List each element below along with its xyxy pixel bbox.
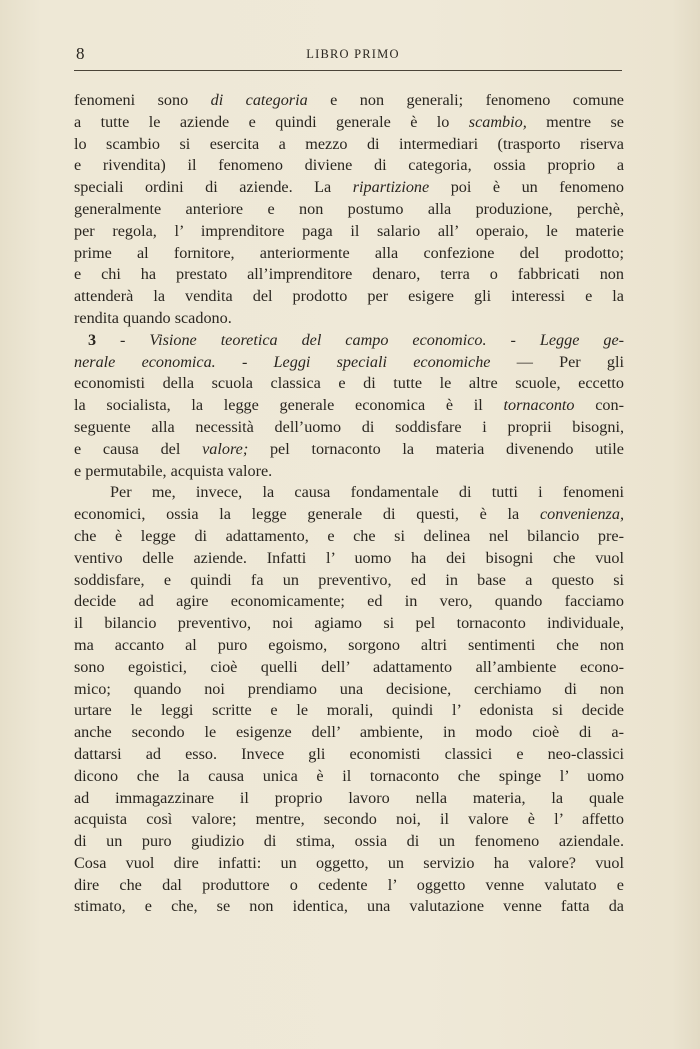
text-span: che è legge di adattamento, e che si delinea nel bilancio pre- bbox=[74, 526, 624, 545]
text-line bbox=[74, 90, 624, 112]
section-number: 3 bbox=[88, 330, 97, 349]
text-line bbox=[74, 395, 624, 417]
text-span: e permutabile, acquista valore. bbox=[74, 461, 273, 480]
text-span: e chi ha prestato all’imprenditore denaro, terra o fabbricati non bbox=[74, 265, 624, 284]
text-line bbox=[74, 809, 624, 831]
text-span: urtare le leggi scritte e le morali, quindi l’ edonista si decide bbox=[74, 701, 624, 720]
text-line bbox=[74, 112, 624, 134]
text-span: speciali ordini di aziende. La bbox=[74, 178, 353, 197]
text-line bbox=[74, 657, 624, 679]
text-line bbox=[74, 155, 624, 177]
text-line bbox=[74, 199, 624, 221]
text-line bbox=[74, 722, 624, 744]
text-span: economici, ossia la legge generale di questi, è la bbox=[74, 505, 540, 524]
text-line bbox=[74, 504, 624, 526]
text-span: mentre se bbox=[526, 112, 624, 131]
italic-text: ripartizione bbox=[352, 178, 430, 197]
text-line bbox=[74, 461, 624, 483]
text-line bbox=[74, 788, 624, 810]
text-line bbox=[74, 766, 624, 788]
text-line bbox=[74, 526, 624, 548]
text-line bbox=[74, 264, 624, 286]
text-line bbox=[74, 330, 624, 352]
text-span: sono egoistici, cioè quelli dell’ adattamento all’ambiente econo- bbox=[74, 657, 624, 676]
text-line bbox=[74, 591, 624, 613]
text-line bbox=[74, 439, 624, 461]
italic-text: valore; bbox=[202, 439, 249, 458]
italic-text: scambio, bbox=[468, 112, 527, 131]
text-line bbox=[74, 679, 624, 701]
italic-text: nerale economica. - Leggi speciali economiche bbox=[74, 352, 491, 371]
text-span: il bilancio preventivo, noi agiamo si pel tornaconto individuale, bbox=[74, 614, 624, 633]
italic-text: convenienza, bbox=[539, 505, 624, 524]
text-line bbox=[74, 700, 624, 722]
text-line bbox=[74, 177, 624, 199]
text-span: stimato, e che, se non identica, una valutazione venne fatta da bbox=[74, 897, 624, 916]
italic-text: di categoria bbox=[210, 91, 308, 109]
text-span: acquista così valore; mentre, secondo noi, il valore è l’ affetto bbox=[74, 810, 624, 829]
page-number: 8 bbox=[76, 44, 85, 63]
text-span: pel tornaconto la materia divenendo utile bbox=[248, 439, 624, 458]
page-header bbox=[74, 44, 622, 71]
text-line bbox=[74, 744, 624, 766]
text-span: ventivo delle aziende. Infatti l’ uomo ha dei bisogni che vuol bbox=[74, 548, 624, 567]
text-span: rendita quando scadono. bbox=[74, 308, 232, 327]
running-head: LIBRO PRIMO bbox=[306, 47, 400, 61]
text-line bbox=[74, 831, 624, 853]
italic-text: tornaconto bbox=[503, 396, 575, 415]
text-line bbox=[74, 134, 624, 156]
text-span: dire che dal produttore o cedente l’ oggetto venne valutato e bbox=[74, 875, 624, 894]
text-span: anche secondo le esigenze dell’ ambiente, in modo cioè di a- bbox=[74, 723, 624, 742]
text-line bbox=[74, 548, 624, 570]
text-span: ma accanto al puro egoismo, sorgono altri sentimenti che non bbox=[74, 635, 624, 654]
text-span: generalmente anteriore e non postumo alla produzione, perchè, bbox=[74, 199, 624, 218]
text-span: lo scambio si esercita a mezzo di intermediari (trasporto riserva bbox=[74, 134, 624, 153]
text-line bbox=[74, 243, 624, 265]
text-line bbox=[74, 308, 624, 330]
text-span: attenderà la vendita del prodotto per esigere gli interessi e la bbox=[74, 287, 624, 306]
text-line bbox=[74, 373, 624, 395]
text-span: fenomeni sono bbox=[74, 91, 211, 109]
text-span: dicono che la causa unica è il tornaconto che spinge l’ uomo bbox=[74, 766, 624, 785]
text-span: e causa del bbox=[74, 439, 203, 458]
body-text bbox=[74, 90, 624, 918]
text-span: per regola, l’ imprenditore paga il salario all’ operaio, le materie bbox=[74, 221, 624, 240]
text-span: seguente alla necessità dell’uomo di soddisfare i proprii bisogni, bbox=[74, 417, 624, 436]
text-span: decide ad agire economicamente; ed in vero, quando facciamo bbox=[74, 592, 624, 611]
text-span: soddisfare, e quindi fa un preventivo, ed in base a questo si bbox=[74, 570, 624, 589]
text-span: - bbox=[96, 330, 150, 349]
text-line bbox=[74, 896, 624, 918]
text-span: economisti della scuola classica e di tutte le altre scuole, eccetto bbox=[74, 374, 624, 393]
text-span: la socialista, la legge generale economica è il bbox=[74, 396, 504, 415]
text-line bbox=[74, 853, 624, 875]
text-span: prime al fornitore, anteriormente alla confezione del prodotto; bbox=[74, 243, 624, 262]
text-span: e rivendita) il fenomeno diviene di categoria, ossia proprio a bbox=[74, 156, 624, 175]
text-line bbox=[74, 635, 624, 657]
text-span: — Per gli bbox=[490, 352, 624, 371]
text-span: Cosa vuol dire infatti: un oggetto, un servizio ha valore? vuol bbox=[74, 853, 624, 872]
text-span: di un puro giudizio di stima, ossia di un fenomeno aziendale. bbox=[74, 832, 624, 851]
text-line bbox=[74, 286, 624, 308]
text-span: dattarsi ad esso. Invece gli economisti classici e neo-classici bbox=[74, 744, 624, 763]
text-span: e non generali; fenomeno comune bbox=[307, 91, 624, 109]
text-span: con- bbox=[574, 396, 625, 415]
text-line bbox=[74, 482, 624, 504]
italic-text: Visione teoretica del campo economico. - Legge ge- bbox=[149, 330, 625, 349]
text-line bbox=[74, 221, 624, 243]
text-span: ad immagazzinare il proprio lavoro nella materia, la quale bbox=[74, 788, 624, 807]
text-line bbox=[74, 613, 624, 635]
text-line bbox=[74, 417, 624, 439]
text-line bbox=[74, 570, 624, 592]
text-span: mico; quando noi prendiamo una decisione, cerchiamo di non bbox=[74, 679, 624, 698]
text-span: a tutte le aziende e quindi generale è lo bbox=[74, 112, 469, 131]
text-line bbox=[74, 352, 624, 374]
text-line bbox=[74, 875, 624, 897]
text-span: poi è un fenomeno bbox=[429, 178, 624, 197]
text-span: Per me, invece, la causa fondamentale di tutti i fenomeni bbox=[110, 483, 624, 502]
